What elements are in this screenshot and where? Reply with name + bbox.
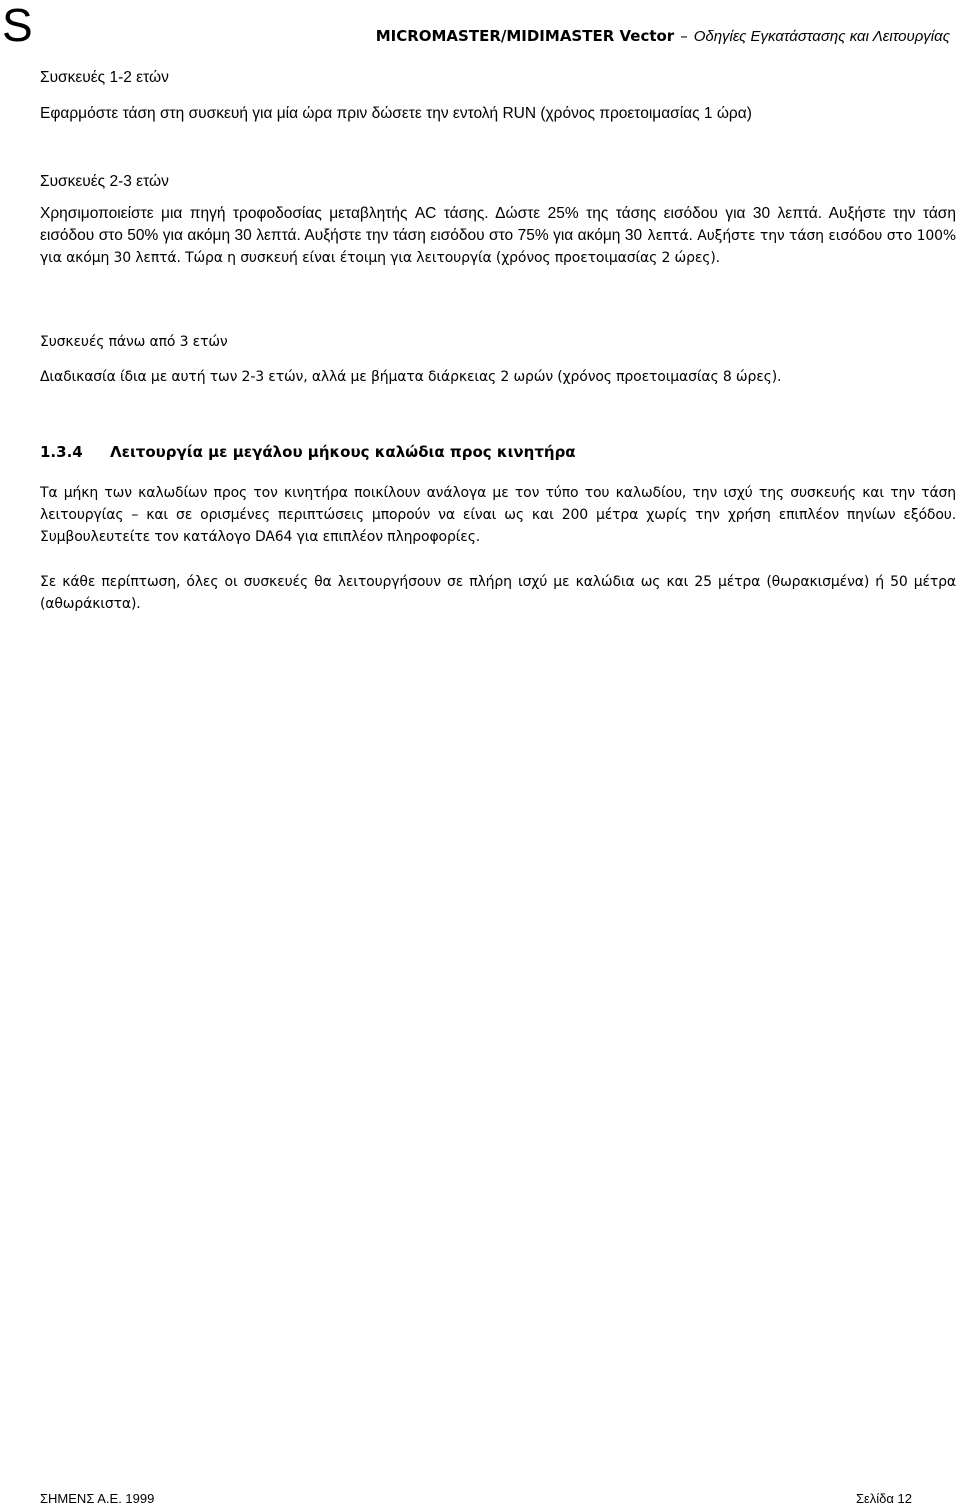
devices-2-3-text-part2: λεπτά. Αυξήστε την τάση εισόδου στο 100% για ακόμη 30 λεπτά. Τώρα η συσκευή είναι έτοιμη για λειτουργία (χρόνος προετοιμασίας 2 ώρες). — [40, 228, 956, 266]
devices-1-2-title: Συσκευές 1-2 ετών — [40, 69, 169, 86]
devices-2-3-text — [40, 203, 956, 269]
page-section-letter: S — [2, 0, 33, 51]
devices-over-3-title: Συσκευές πάνω από 3 ετών — [40, 334, 228, 350]
cable-length-paragraph: Τα μήκη των καλωδίων προς τον κινητήρα ποικίλουν ανάλογα με τον τύπο του καλωδίου, την ισχύ της συσκευής και την τάση λειτουργίας – και σε ορισμένες περιπτώσεις μπορούν να είναι ως και 200 μέτρα χωρίς την χρήση επιπλέον πηνίων εξόδου. Συμβουλευτείτε τον κατάλογο DA64 για επιπλέον πληροφορίες. — [40, 485, 956, 545]
section-number: 1.3.4 — [40, 443, 83, 461]
full-power-paragraph: Σε κάθε περίπτωση, όλες οι συσκευές θα λειτουργήσουν σε πλήρη ισχύ με καλώδια ως και 25 μέτρα (θωρακισμένα) ή 50 μέτρα (αθωράκιστα). — [40, 574, 956, 612]
devices-2-3-title: Συσκευές 2-3 ετών — [40, 173, 169, 190]
header-dash: – — [680, 27, 688, 45]
footer-company: ΣΗΜΕΝΣ Α.Ε. 1999 — [40, 1491, 155, 1506]
page-header — [376, 27, 950, 45]
section-title: Λειτουργία με μεγάλου μήκους καλώδια προς κινητήρα — [110, 443, 576, 461]
footer-page-number: Σελίδα 12 — [855, 1491, 912, 1506]
section-heading — [40, 441, 956, 463]
devices-over-3-text: Διαδικασία ίδια με αυτή των 2-3 ετών, αλλά με βήματα διάρκειας 2 ωρών (χρόνος προετοιμασίας 8 ώρες). — [40, 369, 782, 385]
header-subtitle: Οδηγίες Εγκατάστασης και Λειτουργίας — [693, 28, 950, 45]
devices-2-3-text-part1: Χρησιμοποιείστε μια πηγή τροφοδοσίας μεταβλητής AC τάσης. Δώστε 25% της τάσης εισόδου για 30 λεπτά. Αυξήστε την τάση εισόδου στο 50% για ακόμη 30 λεπτά. Αυξήστε την τάση εισόδου στο 75% για ακόμη 30 — [40, 205, 956, 244]
header-product-name: MICROMASTER/MIDIMASTER Vector — [375, 27, 675, 45]
devices-1-2-text: Εφαρμόστε τάση στη συσκευή για μία ώρα πριν δώσετε την εντολή RUN (χρόνος προετοιμασίας 1 ώρα) — [40, 105, 752, 122]
